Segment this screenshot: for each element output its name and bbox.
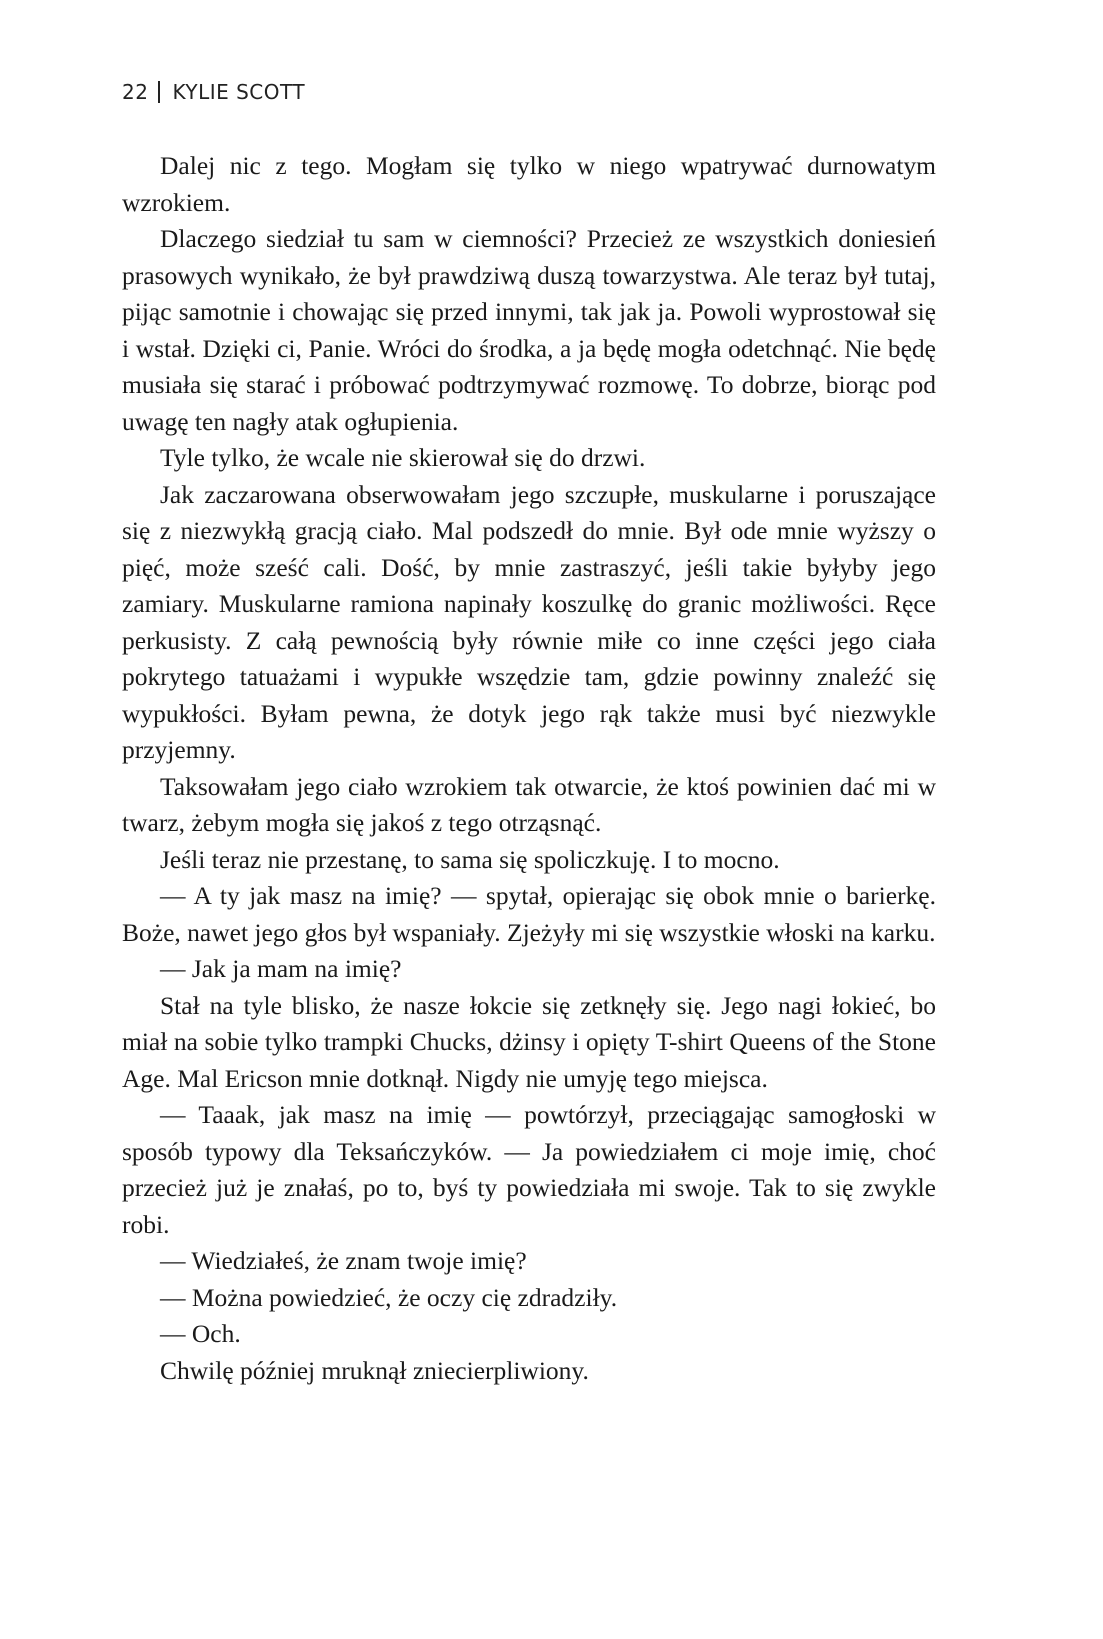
paragraph: Chwilę później mruknął zniecierpliwiony. xyxy=(160,1355,589,1385)
author-name: KYLIE SCOTT xyxy=(172,80,306,104)
paragraph: Dalej nic z tego. Mogłam się tylko w niego wpatrywać durnowatym wzrokiem. xyxy=(122,151,936,217)
paragraph: — Och. xyxy=(160,1319,241,1348)
paragraph: — A ty jak masz na imię? — spytał, opierając się obok mnie o barierkę. Boże, nawet jego głos był wspaniały. Zjeżyły mi się wszystkie włoski na karku. xyxy=(122,881,936,947)
paragraph: Dlaczego siedział tu sam w ciemności? Przecież ze wszystkich doniesień prasowych wynikało, że był prawdziwą duszą towarzystwa. Ale teraz był tutaj, pijąc samotnie i chowając się przed innymi, tak jak ja. Powoli wyprostował się i wstał. Dzięki ci, Panie. Wróci do środka, a ja będę mogła odetchnąć. Nie będę musiała się starać i próbować podtrzymywać rozmowę. To dobrze, biorąc pod uwagę ten nagły atak ogłupienia. xyxy=(122,224,936,436)
paragraph: — Można powiedzieć, że oczy cię zdradziły. xyxy=(160,1282,618,1312)
paragraph: Taksowałam jego ciało wzrokiem tak otwarcie, że ktoś powinien dać mi w twarz, żebym mogła się jakoś z tego otrząsnąć. xyxy=(122,771,936,837)
paragraph: — Taaak, jak masz na imię — powtórzył, przeciągając samogłoski w sposób typowy dla Teksańczyków. — Ja powiedziałem ci moje imię, choć przecież już je znałaś, po to, byś ty powiedziała mi swoje. Tak to się zwykle robi. xyxy=(122,1100,936,1239)
paragraph: Tyle tylko, że wcale nie skierował się do drzwi. xyxy=(160,443,646,472)
paragraph: — Wiedziałeś, że znam twoje imię? xyxy=(160,1246,527,1275)
body-text xyxy=(122,148,936,1389)
page-number: 22 xyxy=(122,80,149,104)
header-separator xyxy=(158,81,160,103)
paragraph: Stał na tyle blisko, że nasze łokcie się zetknęły się. Jego nagi łokieć, bo miał na sobie tylko trampki Chucks, dżinsy i opięty T-shirt Queens of the Stone Age. Mal Ericson mnie dotknął. Nigdy nie umyję tego miejsca. xyxy=(122,990,936,1093)
paragraph: Jak zaczarowana obserwowałam jego szczupłe, muskularne i poruszające się z niezwykłą gracją ciało. Mal podszedł do mnie. Był ode mnie wyższy o pięć, może sześć cali. Dość, by mnie zastraszyć, jeśli takie byłyby jego zamiary. Muskularne ramiona napinały koszulkę do granic możliwości. Ręce perkusisty. Z całą pewnością były równie miłe co inne części jego ciała pokrytego tatuażami i wypukłe wszędzie tam, gdzie powinny znaleźć się wypukłości. Byłam pewna, że dotyk jego rąk także musi być niezwykle przyjemny. xyxy=(122,479,936,764)
paragraph: — Jak ja mam na imię? xyxy=(160,954,402,983)
running-head xyxy=(122,80,305,104)
paragraph: Jeśli teraz nie przestanę, to sama się spoliczkuję. I to mocno. xyxy=(160,844,780,874)
